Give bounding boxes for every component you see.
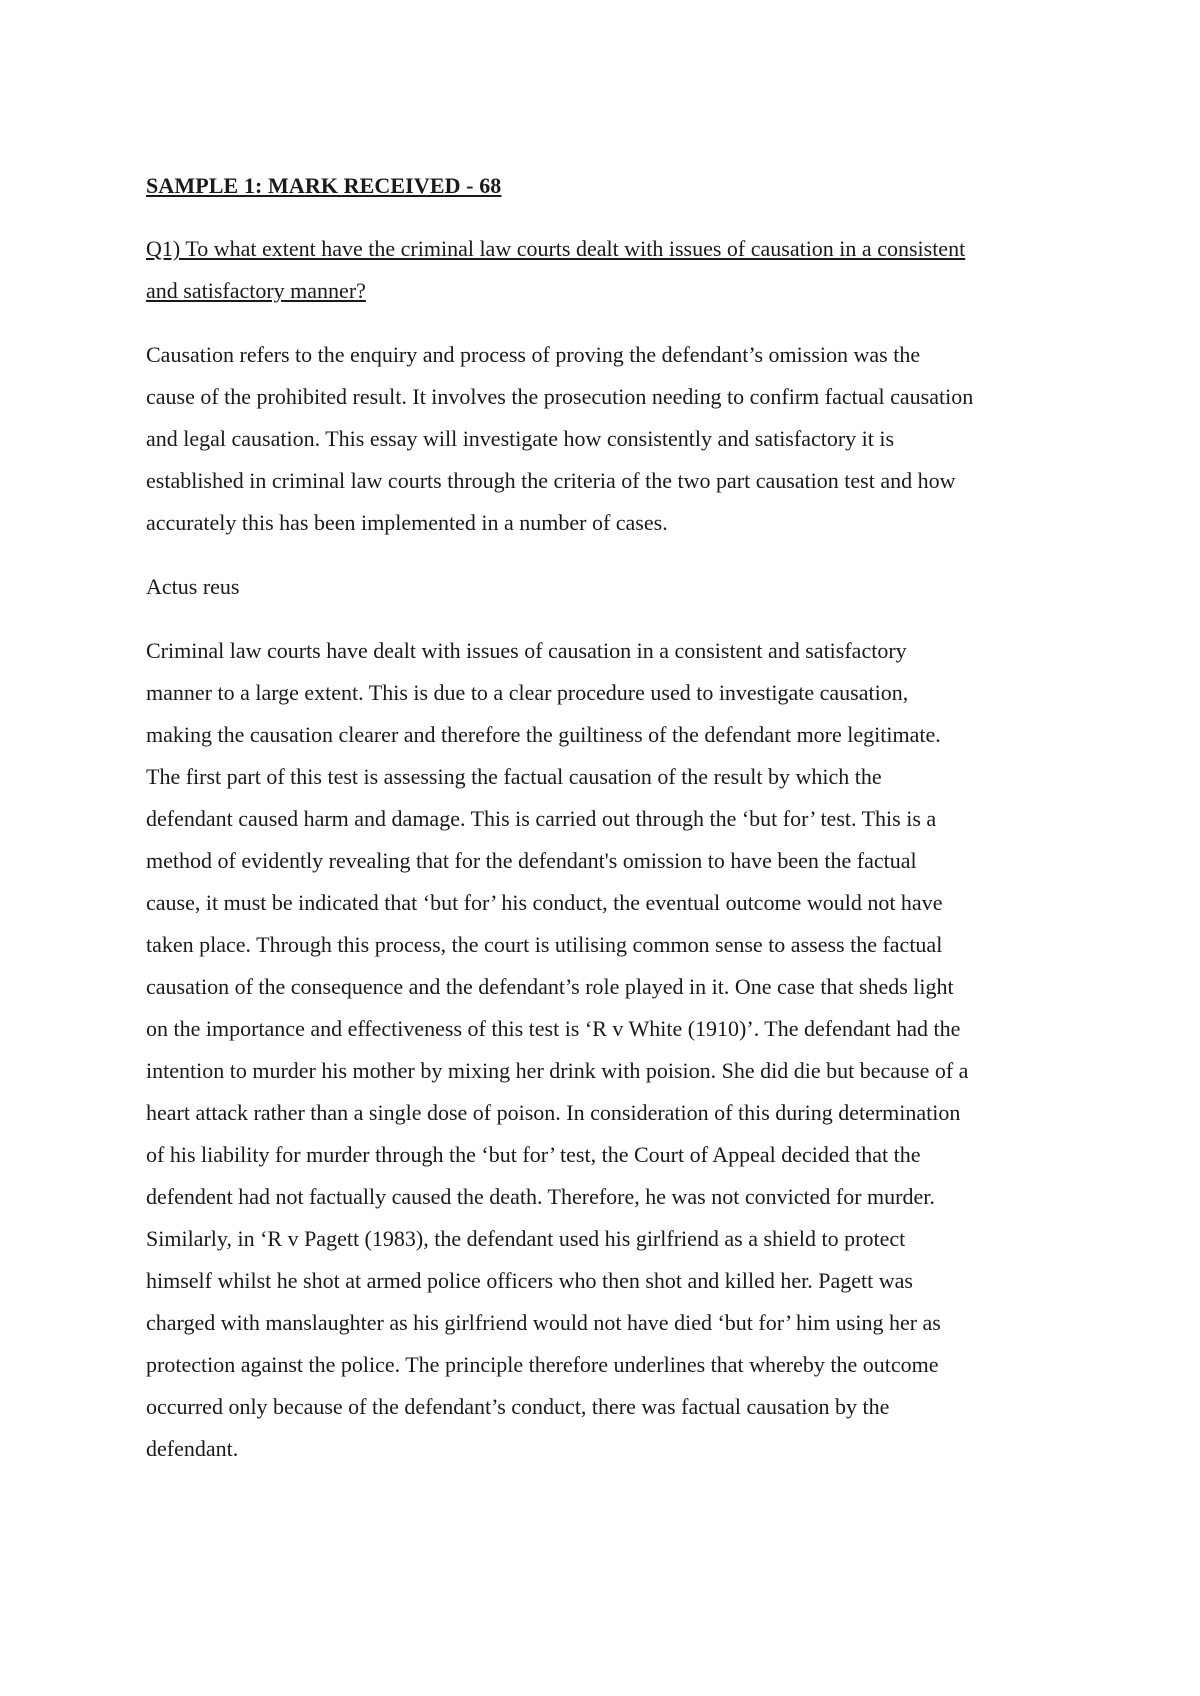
essay-question: Q1) To what extent have the criminal law courts dealt with issues of causation in a consistent and satisfactory manner? (146, 236, 966, 303)
body-paragraph: Criminal law courts have dealt with issues of causation in a consistent and satisfactory manner to a large extent. This is due to a clear procedure used to investigate causation, making the causation clearer and therefore the guiltiness of the defendant more legitimate. The first part of this test is assessing the factual causation of the result by which the defendant caused harm and damage. This is carried out through the ‘but for’ test. This is a method of evidently revealing that for the defendant's omission to have been the factual cause, it must be indicated that ‘but for’ his conduct, the eventual outcome would not have taken place. Through this process, the court is utilising common sense to assess the factual causation of the consequence and the defendant’s role played in it. One case that sheds light on the importance and effectiveness of this test is ‘R v White (1910)’. The defendant had the intention to murder his mother by mixing her drink with poision. She did die but because of a heart attack rather than a single dose of poison. In consideration of this during determination of his liability for murder through the ‘but for’ test, the Court of Appeal decided that the defendent had not factually caused the death. Therefore, he was not convicted for murder. Similarly, in ‘R v Pagett (1983), the defendant used his girlfriend as a shield to protect himself whilst he shot at armed police officers who then shot and killed her. Pagett was charged with manslaughter as his girlfriend would not have died ‘but for’ him using her as protection against the police. The principle therefore underlines that whereby the outcome occurred only because of the defendant’s conduct, there was factual causation by the defendant. (146, 638, 969, 1461)
section-subheading: Actus reus (146, 574, 240, 599)
document-heading: SAMPLE 1: MARK RECEIVED - 68 (146, 173, 502, 198)
document-body (146, 170, 1076, 1470)
introduction-paragraph: Causation refers to the enquiry and process of proving the defendant’s omission was the cause of the prohibited result. It involves the prosecution needing to confirm factual causation and legal causation. This essay will investigate how consistently and satisfactory it is established in criminal law courts through the criteria of the two part causation test and how accurately this has been implemented in a number of cases. (146, 342, 974, 535)
